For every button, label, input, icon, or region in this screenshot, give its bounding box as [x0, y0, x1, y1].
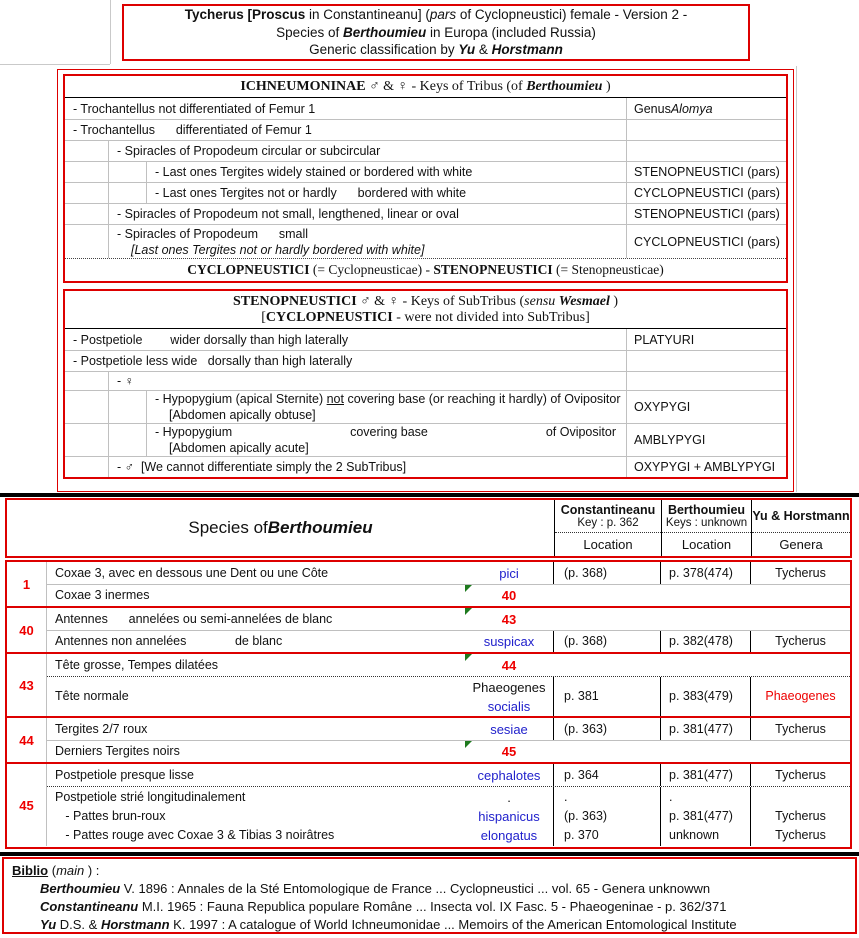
text-segment: - Postpetiole wider dorsally than high laterally [73, 332, 349, 347]
species-name[interactable]: hispanicus [478, 809, 540, 824]
criterion-cell [47, 677, 465, 716]
criterion-cell [47, 608, 465, 630]
text-segment: [ [261, 310, 266, 325]
text-segment: ) : [84, 863, 100, 878]
text-segment: - Last ones Tergites not or hardly bordered with white [155, 186, 467, 200]
group-rows [47, 654, 850, 716]
text-segment: ) [602, 79, 611, 94]
biblio-ref [12, 880, 847, 898]
cell-line: (p. 363) [564, 809, 608, 823]
biblio-ref [12, 898, 847, 916]
key-result [626, 141, 786, 161]
cell-line: Tycherus [775, 809, 826, 823]
criterion-cell [47, 718, 465, 740]
text-segment: - Last ones Tergites widely stained or bordered with white [155, 165, 473, 179]
cell-line: Antennes non annelées de blanc [55, 634, 283, 648]
text-segment: in Constantineanu] ( [305, 7, 430, 23]
text-segment: Genus [634, 101, 671, 116]
title-box [122, 4, 750, 61]
text-segment: AMBLYPYGI [634, 433, 706, 447]
key-row [65, 329, 786, 350]
key-criterion [109, 225, 626, 258]
key-line [73, 332, 626, 348]
species-header-column [751, 500, 850, 556]
key-result [626, 120, 786, 140]
group-rows [47, 718, 850, 762]
key-subline [155, 440, 626, 456]
species-row [47, 740, 850, 762]
key-result [626, 351, 786, 371]
indent-gutter [65, 457, 109, 477]
constantineanu-location-cell [553, 764, 660, 786]
text-segment: PLATYURI [634, 332, 695, 347]
criterion-cell [47, 585, 465, 606]
key-result [626, 183, 786, 203]
text-segment: in Europa (included Russia) [426, 24, 596, 40]
key-criterion [109, 372, 626, 390]
species-header-column [661, 500, 751, 556]
text-segment: Berthoumieu [267, 518, 373, 537]
key-subline [117, 242, 626, 258]
keys-table-header [65, 291, 786, 329]
text-segment: not [326, 392, 344, 406]
cell-line: p. 382(478) [669, 634, 733, 648]
title-line [124, 24, 748, 42]
text-segment: - Spiracles of Propodeum small [117, 226, 309, 241]
genus-cell [750, 787, 850, 846]
cell-line: - Pattes brun-roux [55, 809, 166, 823]
next-couplet-number: 40 [501, 588, 517, 603]
key-subline [155, 407, 626, 423]
species-row [47, 608, 850, 630]
cell-line: p. 381(477) [669, 721, 733, 736]
text-segment: - Trochantellus not differentiated of Femur 1 [73, 101, 316, 116]
cell-line: - Pattes rouge avec Coxae 3 & Tibias 3 noirâtres [55, 828, 335, 842]
text-segment: Berthoumieu [342, 24, 427, 40]
indent-gutter [109, 162, 147, 182]
text-segment: D.S. & [56, 917, 101, 932]
key-row [65, 423, 786, 456]
criterion-cell [47, 741, 465, 762]
indent-gutter [109, 183, 147, 203]
berthoumieu-location-cell [660, 562, 750, 584]
text-segment: main [56, 863, 85, 878]
species-table [5, 560, 852, 849]
species-group [7, 606, 850, 652]
column-head [662, 500, 751, 533]
key-criterion [65, 98, 626, 119]
species-group [7, 562, 850, 606]
key-row [65, 224, 786, 258]
text-segment: ICHNEUMONINAE [240, 79, 366, 94]
key-line [117, 226, 626, 242]
cell-line [751, 788, 850, 807]
cell-line: p. 381(477) [669, 809, 733, 823]
column-name: Berthoumieu [667, 502, 746, 517]
text-segment: Horstmann [100, 917, 170, 932]
text-segment: CYCLOPNEUSTICI (pars) [634, 186, 780, 200]
species-row [47, 584, 850, 606]
key-row [65, 161, 786, 182]
text-segment: ♂ & ♀ - Keys of Tribus (of [365, 79, 527, 94]
text-segment: - Postpetiole less wide dorsally than high laterally [73, 354, 353, 368]
constantineanu-location-cell [553, 718, 660, 740]
text-segment: & [475, 42, 492, 58]
species-name[interactable]: pici [499, 565, 519, 581]
keys-table-ichneumoninae [63, 74, 788, 283]
constantineanu-location-cell [553, 677, 660, 716]
group-rows [47, 562, 850, 606]
cell-line: p. 383(479) [669, 689, 733, 703]
key-criterion [109, 141, 626, 161]
group-number: 1 [7, 562, 47, 606]
criterion-cell [47, 654, 465, 676]
cell-line: (p. 368) [564, 634, 608, 648]
text-segment: OXYPYGI + AMBLYPYGI [634, 460, 776, 474]
text-segment: [Abdomen apically acute] [169, 441, 309, 455]
constantineanu-location-cell [553, 631, 660, 652]
cell-line: Phaeogenes [472, 679, 546, 695]
text-segment: Biblio [12, 863, 49, 878]
title-line [124, 41, 748, 59]
key-line [73, 122, 626, 138]
text-segment: Horstmann [491, 42, 563, 58]
comment-triangle-icon [465, 654, 472, 661]
cell-line: Postpetiole strié longitudinalement [55, 790, 246, 804]
berthoumieu-location-cell [660, 718, 750, 740]
comment-triangle-icon [465, 608, 472, 615]
indent-gutter [65, 424, 109, 456]
text-segment: ) [609, 294, 619, 309]
separator-bar [0, 493, 859, 497]
species-row [47, 676, 850, 716]
key-row [65, 203, 786, 224]
keys-table-header [65, 76, 786, 98]
key-result [626, 98, 786, 119]
text-segment: [Abdomen apically obtuse] [169, 408, 316, 422]
text-segment: M.I. 1965 : Fauna Republica populare Române ... Insecta vol. IX Fasc. 5 - Phaeogeninae - p. 362/371 [138, 899, 727, 914]
column-head [555, 500, 661, 533]
column-name: Constantineanu [560, 502, 656, 517]
justified-line [155, 424, 626, 440]
cell-line: Postpetiole presque lisse [55, 767, 194, 782]
key-row [65, 182, 786, 203]
group-number: 40 [7, 608, 47, 652]
key-row [65, 98, 786, 119]
grid-line [110, 0, 111, 64]
species-cell [465, 677, 553, 716]
species-group [7, 716, 850, 762]
indent-gutter [65, 391, 109, 423]
key-line [155, 185, 626, 201]
text-segment: Alomya [670, 101, 713, 116]
key-result [626, 225, 786, 258]
cell-line: Tête grosse, Tempes dilatées [55, 657, 219, 672]
text-segment: - ♂ [We cannot differentiate simply the 2 SubTribus] [117, 460, 407, 474]
comment-triangle-icon [465, 585, 472, 592]
text-segment: (= Stenopneusticae) [552, 262, 664, 277]
species-name[interactable]: cephalotes [477, 767, 541, 783]
text-segment: (= Cyclopneusticae) - [309, 262, 434, 277]
cell-line: Derniers Tergites noirs [55, 744, 180, 758]
text-segment: - ♀ [117, 374, 135, 388]
grid-line [0, 64, 110, 65]
text-segment: ( [48, 863, 57, 878]
key-criterion [109, 204, 626, 224]
text-segment: - Trochantellus differentiated of Femur 1 [73, 123, 312, 137]
text-segment: Constantineanu [40, 899, 139, 914]
indent-gutter [65, 183, 109, 203]
column-head [752, 500, 850, 533]
merged-next-cell [465, 741, 850, 762]
genus-cell [750, 764, 850, 786]
text-segment: covering base (or reaching it hardly) of Ovipositor [344, 392, 621, 406]
text-segment: ♂ & ♀ - Keys of SubTribus ( [356, 294, 525, 309]
text-segment: Generic classification by [309, 42, 459, 58]
keys-header-line [65, 294, 786, 310]
text-segment: - Spiracles of Propodeum circular or subcircular [117, 144, 381, 158]
criterion-cell [47, 787, 465, 846]
keys-table-footer [65, 258, 786, 281]
text-segment: Berthoumieu [40, 881, 121, 896]
genus-cell [750, 631, 850, 652]
constantineanu-location-cell [553, 787, 660, 846]
cell-line: Coxae 3 inermes [55, 588, 150, 602]
group-number: 44 [7, 718, 47, 762]
indent-gutter [109, 424, 147, 456]
keys-header-line [65, 79, 786, 95]
column-subtitle: Key : p. 362 [577, 516, 639, 529]
species-cell [465, 562, 553, 584]
key-result [626, 457, 786, 477]
cell-line: Tergites 2/7 roux [55, 721, 148, 736]
berthoumieu-location-cell [660, 677, 750, 716]
group-rows [47, 764, 850, 846]
cell-line: p. 364 [564, 767, 599, 782]
next-couplet-number: 45 [501, 744, 517, 759]
keys-table-stenopneustici [63, 289, 788, 479]
cell-line: p. 381 [564, 689, 599, 703]
text-segment: Berthoumieu [526, 79, 603, 94]
text-segment: [Last ones Tergites not or hardly bordered with white] [131, 242, 425, 257]
text-segment: STENOPNEUSTICI (pars) [634, 207, 780, 221]
cell-line: (p. 363) [564, 721, 608, 736]
text-segment: covering base [350, 425, 428, 439]
cell-line: Tête normale [55, 689, 129, 703]
key-line [155, 164, 626, 180]
cell-line: Antennes annelées ou semi-annelées de blanc [55, 611, 333, 626]
comment-triangle-icon [465, 741, 472, 748]
text-segment: - Spiracles of Propodeum not small, lengthened, linear or oval [117, 207, 459, 221]
cell-line: Tycherus [775, 828, 826, 842]
indent-gutter [65, 162, 109, 182]
text-segment: - Hypopygium [155, 425, 233, 439]
cell-line: p. 381(477) [669, 767, 733, 782]
genus-cell [750, 562, 850, 584]
criterion-cell [47, 631, 465, 652]
text-segment: STENOPNEUSTICI (pars) [634, 165, 780, 179]
key-result [626, 372, 786, 390]
text-segment: - Hypopygium (apical Sternite) [155, 392, 327, 406]
text-segment: STENOPNEUSTICI [433, 262, 553, 277]
text-segment: Wesmael [558, 294, 610, 309]
genus-cell [750, 677, 850, 716]
cell-line: Tycherus [775, 634, 826, 648]
text-segment: CYCLOPNEUSTICI (pars) [634, 234, 780, 249]
key-row [65, 371, 786, 390]
indent-gutter [65, 141, 109, 161]
keys-header-line [65, 310, 786, 326]
keys-section [57, 69, 794, 492]
berthoumieu-location-cell [660, 787, 750, 846]
group-number: 43 [7, 654, 47, 716]
key-criterion [147, 183, 626, 203]
key-result [626, 424, 786, 456]
text-segment: pars [429, 7, 457, 23]
species-row [47, 718, 850, 740]
key-row [65, 456, 786, 477]
species-group [7, 652, 850, 716]
key-criterion [147, 391, 626, 423]
species-group [7, 762, 850, 846]
species-row [47, 786, 850, 846]
text-segment: - were not divided into SubTribus] [392, 310, 590, 325]
key-criterion [109, 457, 626, 477]
column-foot: Location [681, 537, 732, 552]
key-criterion [147, 162, 626, 182]
merged-next-cell [465, 585, 850, 606]
constantineanu-location-cell [553, 562, 660, 584]
indent-gutter [109, 391, 147, 423]
text-segment: Yu [40, 917, 57, 932]
key-criterion [65, 351, 626, 371]
biblio-heading [12, 862, 847, 880]
species-name[interactable]: socialis [487, 698, 531, 714]
group-number: 45 [7, 764, 47, 846]
cell-line: . [564, 790, 568, 804]
text-segment: CYCLOPNEUSTICI [265, 310, 393, 325]
text-segment: Species of [188, 518, 268, 537]
next-couplet-number: 43 [501, 611, 517, 627]
separator-bar [0, 852, 859, 856]
species-row [47, 562, 850, 584]
berthoumieu-location-cell [660, 764, 750, 786]
indent-gutter [65, 225, 109, 258]
species-row [47, 630, 850, 652]
key-line [117, 206, 626, 222]
cell-line: p. 378(474) [669, 565, 733, 580]
berthoumieu-location-cell [660, 631, 750, 652]
species-header-column [554, 500, 661, 556]
species-row [47, 764, 850, 786]
text-segment: Tycherus [Proscus [184, 7, 306, 23]
key-result [626, 204, 786, 224]
key-line [73, 101, 626, 117]
species-cell [465, 718, 553, 740]
species-header-title [7, 500, 554, 556]
indent-gutter [65, 372, 109, 390]
criterion-cell [47, 764, 465, 786]
key-result [626, 391, 786, 423]
cell-line: Tycherus [775, 721, 826, 736]
key-line [117, 143, 626, 159]
cell-line: . [669, 790, 673, 804]
text-segment: STENOPNEUSTICI [232, 294, 357, 309]
cell-line: Phaeogenes [765, 689, 836, 703]
species-name[interactable]: sesiae [490, 721, 528, 737]
next-couplet-number: 44 [501, 657, 517, 673]
merged-next-cell [465, 608, 850, 630]
group-rows [47, 608, 850, 652]
column-subtitle: Keys : unknown [665, 516, 748, 529]
key-row [65, 119, 786, 140]
genus-cell [750, 718, 850, 740]
grid-line [796, 66, 797, 492]
text-segment: K. 1997 : A catalogue of World Ichneumonidae ... Memoirs of the American Entomological Institute [169, 917, 737, 932]
species-row [47, 654, 850, 676]
species-cell [465, 787, 553, 846]
text-segment: of Ovipositor [545, 425, 616, 439]
title-line [124, 6, 748, 24]
species-cell [465, 764, 553, 786]
key-line [155, 391, 626, 407]
text-segment: CYCLOPNEUSTICI [187, 262, 310, 277]
key-row [65, 140, 786, 161]
text-segment: Yu [458, 42, 476, 58]
text-segment: V. 1896 : Annales de la Sté Entomologique de France ... Cyclopneustici ... vol. 65 - Genera unknowwn [120, 881, 711, 896]
cell-line: p. 370 [564, 828, 599, 842]
key-criterion [147, 424, 626, 456]
column-foot: Location [583, 537, 633, 552]
indent-gutter [65, 204, 109, 224]
column-name: Yu & Horstmann [752, 509, 850, 523]
key-line [117, 373, 626, 389]
key-result [626, 329, 786, 350]
key-line [117, 459, 626, 475]
key-criterion [65, 329, 626, 350]
criterion-cell [47, 562, 465, 584]
text-segment: OXYPYGI [634, 400, 691, 414]
merged-next-cell [465, 654, 850, 676]
text-segment: sensu [524, 294, 556, 309]
biblio-section [2, 857, 857, 934]
column-foot: Genera [779, 537, 823, 552]
cell-line: Tycherus [775, 767, 826, 782]
text-segment: Species of [276, 24, 343, 40]
species-name[interactable]: suspicax [483, 634, 535, 649]
cell-line: unknown [669, 828, 720, 842]
cell-line: Coxae 3, avec en dessous une Dent ou une Côte [55, 565, 329, 580]
cell-line: Tycherus [775, 565, 826, 580]
key-criterion [65, 120, 626, 140]
species-name[interactable]: elongatus [480, 828, 538, 843]
key-result [626, 162, 786, 182]
key-line [73, 353, 626, 369]
key-row [65, 390, 786, 423]
cell-line: . [507, 790, 511, 805]
biblio-ref [12, 916, 847, 934]
cell-line: (p. 368) [564, 565, 608, 580]
key-row [65, 350, 786, 371]
species-cell [465, 631, 553, 652]
text-segment: of Cyclopneustici) female - Version 2 - [456, 7, 688, 23]
species-header [5, 498, 852, 558]
